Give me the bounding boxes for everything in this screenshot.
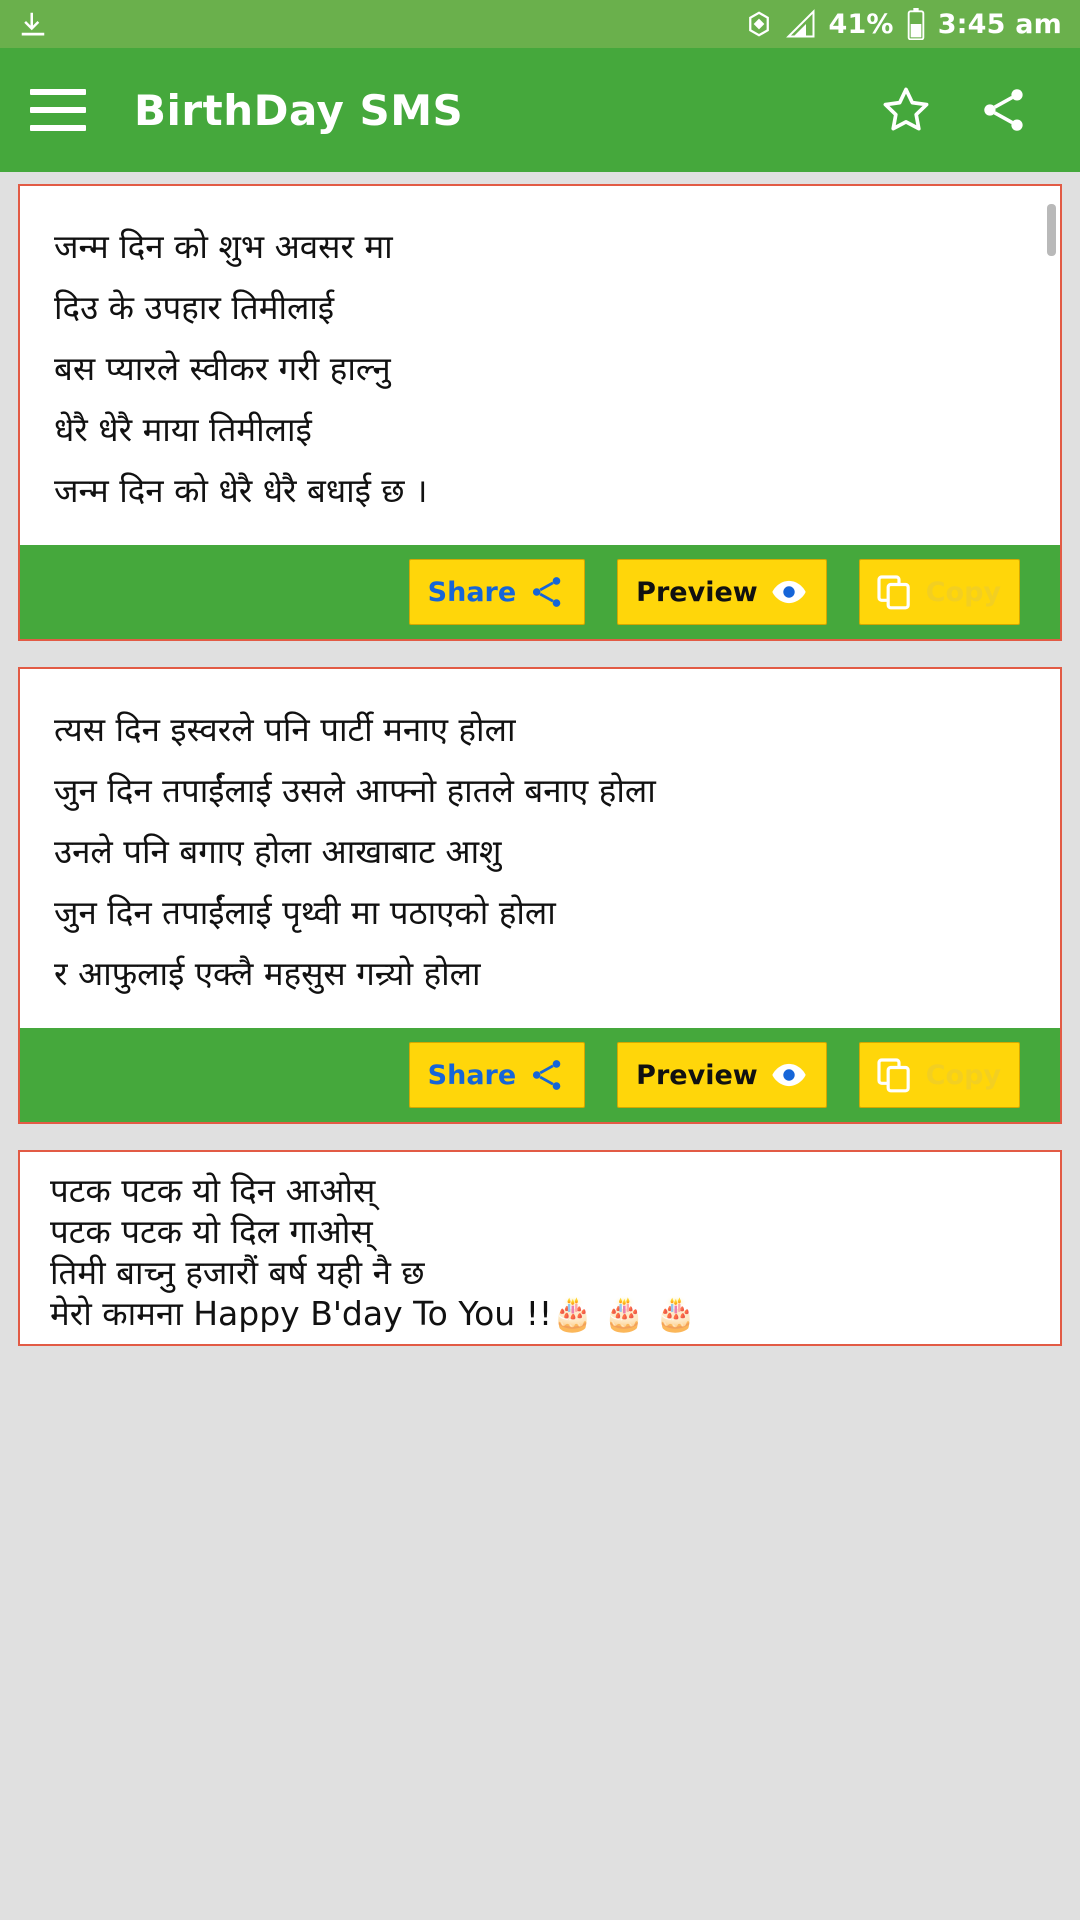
sms-line: धेरै धेरै माया तिमीलाई xyxy=(54,410,312,449)
sms-text xyxy=(20,1152,1060,1344)
eye-icon xyxy=(770,1056,808,1094)
sms-line: र आफुलाई एक्लै महसुस गन्र्यो होला xyxy=(54,954,481,993)
download-icon xyxy=(18,9,48,39)
star-icon[interactable] xyxy=(880,84,932,136)
copy-button[interactable] xyxy=(859,559,1020,625)
card-spacer xyxy=(0,1124,1080,1138)
sms-line: उनले पनि बगाए होला आखाबाट आशु xyxy=(54,832,502,871)
status-bar xyxy=(0,0,1080,48)
card-action-bar xyxy=(20,1028,1060,1122)
sms-card[interactable] xyxy=(18,667,1062,1124)
sms-line: पटक पटक यो दिन आओस् xyxy=(50,1171,376,1210)
sms-list[interactable] xyxy=(0,172,1080,1920)
sms-line: पटक पटक यो दिल गाओस् xyxy=(50,1212,373,1251)
sms-card[interactable] xyxy=(18,184,1062,641)
status-bar-left xyxy=(18,9,744,39)
share-button-label: Share xyxy=(427,1059,517,1091)
card-action-bar xyxy=(20,545,1060,639)
status-bar-right xyxy=(744,8,1062,40)
preview-button[interactable] xyxy=(617,1042,827,1108)
share-icon[interactable] xyxy=(978,84,1030,136)
preview-button-label: Preview xyxy=(636,1059,758,1091)
copy-button-label: Copy xyxy=(925,576,1001,608)
share-icon xyxy=(528,573,566,611)
scrollbar-thumb[interactable] xyxy=(1047,204,1056,256)
battery-percent-label: 41% xyxy=(828,8,894,40)
card-spacer xyxy=(0,641,1080,655)
sms-text xyxy=(20,669,1060,1028)
sms-line: जन्म दिन को धेरै धेरै बधाई छ । xyxy=(54,471,428,510)
copy-icon xyxy=(874,1055,914,1095)
sms-card[interactable] xyxy=(18,1150,1062,1346)
battery-icon xyxy=(906,8,926,40)
hamburger-menu-icon[interactable] xyxy=(30,89,86,131)
sms-line: त्यस दिन इस्वरले पनि पार्टी मनाए होला xyxy=(54,710,516,749)
app-bar xyxy=(0,48,1080,172)
share-button[interactable] xyxy=(409,1042,586,1108)
copy-icon xyxy=(874,572,914,612)
cast-icon xyxy=(744,9,774,39)
signal-icon xyxy=(786,9,816,39)
sms-line: दिउ के उपहार तिमीलाई xyxy=(54,288,335,327)
sms-line: जुन दिन तपाईंलाई पृथ्वी मा पठाएको होला xyxy=(54,893,556,932)
clock-label: 3:45 am xyxy=(937,8,1062,40)
sms-line: मेरो कामना Happy B'day To You !!🎂 🎂 🎂 xyxy=(50,1294,697,1333)
sms-line: बस प्यारले स्वीकर गरी हाल्नु xyxy=(54,349,391,388)
copy-button[interactable] xyxy=(859,1042,1020,1108)
sms-line: तिमी बाच्नु हजारौं बर्ष यही नै छ xyxy=(50,1253,425,1292)
app-bar-actions xyxy=(880,84,1050,136)
preview-button[interactable] xyxy=(617,559,827,625)
share-button[interactable] xyxy=(409,559,586,625)
page-title: BirthDay SMS xyxy=(134,85,464,135)
preview-button-label: Preview xyxy=(636,576,758,608)
sms-text xyxy=(20,186,1060,545)
sms-line: जन्म दिन को शुभ अवसर मा xyxy=(54,227,393,266)
share-icon xyxy=(528,1056,566,1094)
eye-icon xyxy=(770,573,808,611)
copy-button-label: Copy xyxy=(925,1059,1001,1091)
share-button-label: Share xyxy=(427,576,517,608)
sms-line: जुन दिन तपाईंलाई उसले आफ्नो हातले बनाए होला xyxy=(54,771,656,810)
